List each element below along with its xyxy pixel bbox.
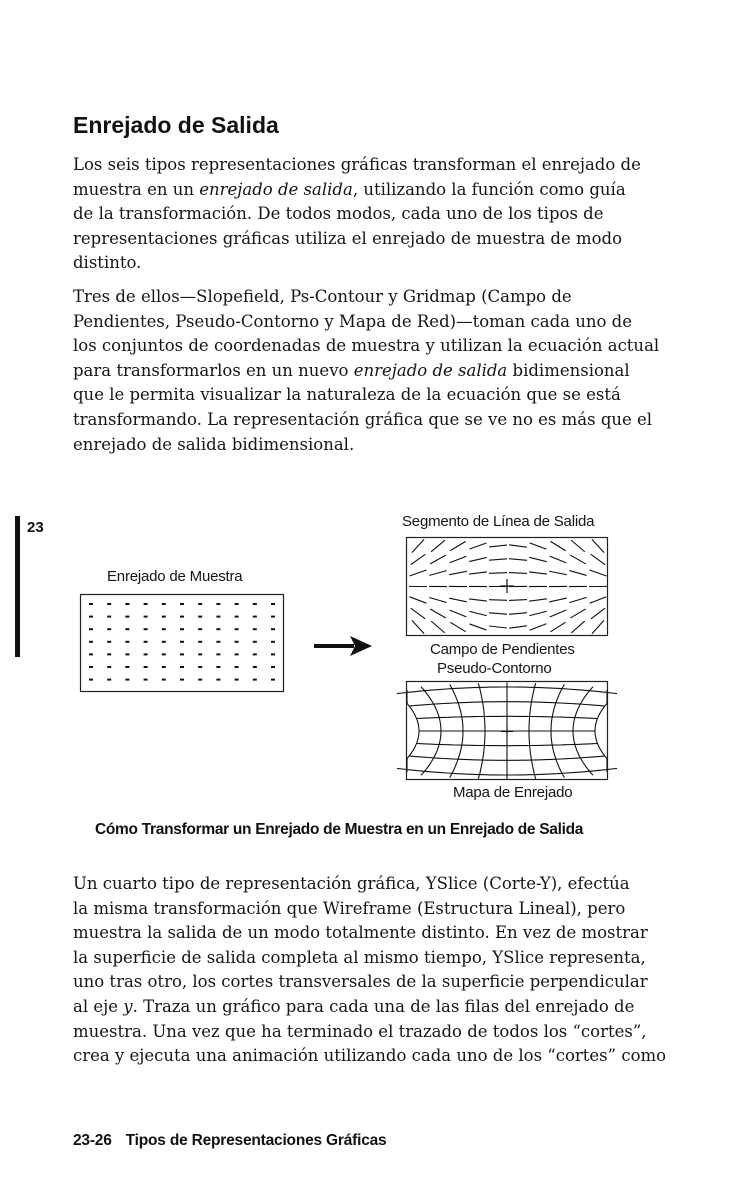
- slope-segment: [489, 626, 507, 628]
- slope-segment: [569, 597, 586, 602]
- gridmap-diagram: [406, 681, 610, 781]
- slope-segment: [470, 543, 487, 549]
- slope-segment: [509, 613, 527, 615]
- slope-segment: [591, 608, 605, 619]
- slope-segment: [591, 554, 606, 565]
- slope-segment: [469, 557, 487, 561]
- paragraph-line: distinto.: [73, 253, 142, 273]
- slope-segment: [550, 556, 567, 563]
- slope-segment: [550, 541, 565, 550]
- transform-arrow-icon: [312, 634, 374, 658]
- output-segment-label: Segmento de Línea de Salida: [402, 513, 595, 530]
- slope-segment: [529, 557, 546, 561]
- slope-segment: [529, 572, 547, 574]
- slope-segment: [550, 622, 565, 632]
- slope-segment: [449, 571, 467, 574]
- gridmap-column-line: [595, 690, 607, 772]
- paragraph-line: [73, 359, 693, 384]
- slope-segment: [549, 571, 567, 575]
- slope-segment: [489, 559, 507, 560]
- slope-segment: [450, 610, 467, 617]
- slope-segment: [592, 539, 604, 552]
- slope-segment: [429, 571, 446, 576]
- slope-segment: [410, 570, 427, 576]
- gridmap-label: Mapa de Enrejado: [453, 784, 573, 801]
- chapter-tab-number: 23: [27, 519, 44, 536]
- paragraph-line: muestra. Una vez que ha terminado el trazado de todos los “cortes”,: [73, 1021, 647, 1041]
- yslice-paragraph: [73, 872, 693, 1069]
- slope-segment: [470, 624, 487, 630]
- paragraph-line: representaciones gráficas utiliza el enrejado de muestra de modo: [73, 228, 623, 248]
- sample-grid-label: Enrejado de Muestra: [107, 568, 243, 585]
- slope-segment: [431, 540, 445, 552]
- paragraph-line: uno tras otro, los cortes transversales de la superficie perpendicular: [73, 972, 648, 992]
- slopefield-label: Campo de Pendientes: [430, 641, 575, 658]
- text-run: bidimensional: [507, 360, 630, 380]
- page-footer: [73, 1132, 386, 1150]
- slope-segment: [411, 608, 425, 619]
- emphasis-term: enrejado de salida: [199, 179, 353, 199]
- slope-segment: [450, 541, 465, 550]
- slope-segment: [412, 539, 424, 552]
- slope-segment: [509, 545, 527, 547]
- slope-segment: [590, 597, 607, 603]
- text-run: al eje: [73, 996, 124, 1016]
- slope-segment: [509, 573, 527, 574]
- pscontour-label: Pseudo-Contorno: [437, 660, 552, 677]
- plot-types-paragraph: [73, 285, 693, 457]
- paragraph-line: los conjuntos de coordenadas de muestra y utilizan la ecuación actual: [73, 336, 660, 356]
- slope-segment: [509, 626, 527, 628]
- paragraph-line: [73, 178, 693, 203]
- slope-segment: [509, 600, 527, 601]
- gridmap-column-line: [407, 690, 419, 772]
- slope-segment: [529, 611, 546, 616]
- slope-segment: [529, 599, 547, 601]
- slope-segment: [569, 571, 586, 576]
- slope-segment: [570, 609, 585, 618]
- slope-segment: [450, 622, 465, 631]
- emphasis-term: enrejado de salida: [353, 360, 508, 380]
- intro-paragraph: [73, 153, 693, 276]
- slope-segment: [530, 624, 547, 630]
- emphasis-term: y: [123, 996, 133, 1016]
- slope-segment: [530, 543, 547, 549]
- slope-segment: [429, 597, 446, 602]
- slope-segment: [571, 540, 585, 552]
- slope-segment: [489, 600, 507, 601]
- chapter-tab-bar: [15, 516, 20, 657]
- paragraph-line: muestra la salida de un modo totalmente distinto. En vez de mostrar: [73, 923, 648, 943]
- slope-segment: [449, 598, 467, 602]
- slope-segment: [489, 545, 507, 547]
- slope-segment: [450, 556, 467, 563]
- slope-segment: [489, 573, 507, 574]
- paragraph-line: la superficie de salida completa al mismo tiempo, YSlice representa,: [73, 947, 646, 967]
- page-number: 23-26: [73, 1132, 112, 1149]
- paragraph-line: transformando. La representación gráfica que se ve no es más que el: [73, 409, 653, 429]
- paragraph-line: Pendientes, Pseudo-Contorno y Mapa de Red)—toman cada uno de: [73, 311, 632, 331]
- paragraph-line: de la transformación. De todos modos, cada uno de los tipos de: [73, 204, 604, 224]
- paragraph-line: la misma transformación que Wireframe (Estructura Lineal), pero: [73, 898, 626, 918]
- slope-segment: [509, 559, 527, 561]
- slope-segment: [430, 609, 446, 618]
- paragraph-line: Tres de ellos—Slopefield, Ps-Contour y Gridmap (Campo de: [73, 287, 572, 306]
- slope-segment: [410, 597, 427, 603]
- paragraph-line: enrejado de salida bidimensional.: [73, 434, 355, 454]
- slope-segment: [431, 621, 445, 633]
- text-run: muestra en un: [73, 179, 200, 199]
- slope-segment: [590, 570, 607, 576]
- figure-caption: Cómo Transformar un Enrejado de Muestra en un Enrejado de Salida: [95, 821, 584, 838]
- slope-segment: [549, 598, 567, 602]
- slope-segment: [571, 621, 584, 633]
- slope-segment: [469, 599, 487, 601]
- sample-grid-diagram: [80, 594, 286, 694]
- text-run: , utilizando la función como guía: [352, 179, 626, 199]
- paragraph-line: crea y ejecuta una animación utilizando cada uno de los “cortes” como: [73, 1046, 667, 1066]
- chapter-title: Tipos de Representaciones Gráficas: [125, 1132, 387, 1149]
- slope-segment: [411, 554, 426, 564]
- section-heading: Enrejado de Salida: [73, 112, 279, 138]
- text-run: . Traza un gráfico para cada una de las filas del enrejado de: [132, 996, 635, 1016]
- slope-segment: [469, 611, 486, 615]
- paragraph-line: que le permita visualizar la naturaleza de la ecuación que se está: [73, 385, 621, 405]
- paragraph-line: Los seis tipos representaciones gráficas transforman el enrejado de: [73, 155, 641, 174]
- slope-segment: [469, 572, 487, 574]
- text-run: para transformarlos en un nuevo: [73, 360, 354, 380]
- paragraph-line: [73, 995, 693, 1020]
- slope-segment: [570, 555, 586, 564]
- slope-segment: [430, 555, 446, 564]
- slope-segment: [550, 610, 567, 617]
- slope-segment: [489, 613, 507, 614]
- slope-segment: [592, 620, 604, 633]
- slopefield-diagram: [406, 537, 610, 637]
- slope-segment: [412, 620, 424, 633]
- paragraph-line: Un cuarto tipo de representación gráfica, YSlice (Corte-Y), efectúa: [73, 874, 630, 893]
